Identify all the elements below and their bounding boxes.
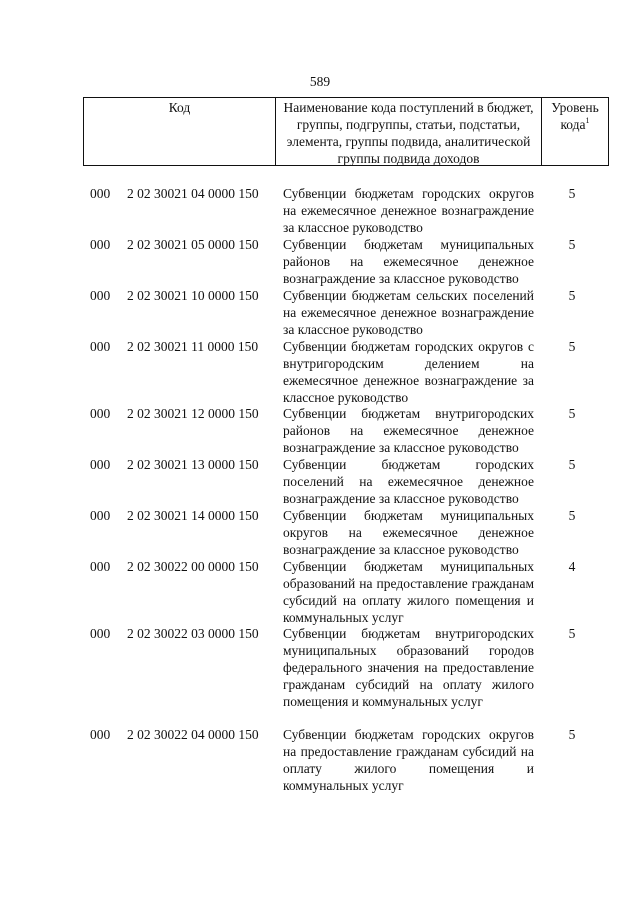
row-level: 5 [568, 727, 576, 742]
row-level: 5 [568, 288, 576, 303]
row-code: 2 02 30022 04 0000 150 [127, 727, 259, 742]
row-code: 2 02 30021 11 0000 150 [127, 339, 259, 354]
row-code: 2 02 30021 05 0000 150 [127, 237, 259, 252]
row-code: 2 02 30021 13 0000 150 [127, 457, 259, 472]
row-level: 5 [568, 186, 576, 201]
row-name: Субвенции бюджетам внутригородских муниципальных образований городов федерального значения на предоставление гражданам субсидий на оплату жилого помещения и коммунальных услуг [283, 626, 534, 709]
header-level-text: Уровень код [551, 100, 599, 132]
row-code: 2 02 30021 12 0000 150 [127, 406, 259, 421]
row-prefix: 000 [90, 288, 111, 303]
page-number: 589 [309, 74, 331, 89]
table-header [83, 97, 609, 166]
row-name: Субвенции бюджетам сельских поселений на ежемесячное денежное вознаграждение за классное руководство [283, 288, 534, 337]
row-level: 5 [568, 626, 576, 641]
footnote-marker: 1 [585, 116, 590, 125]
row-level: 5 [568, 508, 576, 523]
header-level-text-suffix: а [579, 117, 586, 132]
table-row [0, 287, 640, 338]
row-prefix: 000 [90, 727, 111, 742]
table-row [0, 558, 640, 625]
row-name: Субвенции бюджетам муниципальных районов на ежемесячное денежное вознаграждение за классное руководство [283, 237, 534, 286]
table-row [0, 625, 640, 726]
row-name: Субвенции бюджетам муниципальных округов на ежемесячное денежное вознаграждение за классное руководство [283, 508, 534, 557]
row-code: 2 02 30022 03 0000 150 [127, 626, 259, 641]
table-row [0, 338, 640, 405]
row-code: 2 02 30022 00 0000 150 [127, 559, 259, 574]
row-name: Субвенции бюджетам городских округов на ежемесячное денежное вознаграждение за классное руководство [283, 186, 534, 235]
row-prefix: 000 [90, 186, 111, 201]
row-name: Субвенции бюджетам внутригородских районов на ежемесячное денежное вознаграждение за классное руководство [283, 406, 534, 455]
row-level: 4 [568, 559, 576, 574]
row-code: 2 02 30021 14 0000 150 [127, 508, 259, 523]
row-name: Субвенции бюджетам городских округов на предоставление гражданам субсидий на оплату жилого помещения и коммунальных услуг [283, 727, 534, 793]
row-prefix: 000 [90, 559, 111, 574]
row-prefix: 000 [90, 237, 111, 252]
row-prefix: 000 [90, 406, 111, 421]
header-name: Наименование кода поступлений в бюджет, группы, подгруппы, статьи, подстатьи, элемента, группы подвида, аналитической группы подвида доходов [276, 98, 542, 165]
header-code: Код [84, 98, 276, 165]
table-row [0, 185, 640, 236]
table-row [0, 726, 640, 794]
row-prefix: 000 [90, 626, 111, 641]
row-code: 2 02 30021 10 0000 150 [127, 288, 259, 303]
table-row [0, 456, 640, 507]
row-code: 2 02 30021 04 0000 150 [127, 186, 259, 201]
row-level: 5 [568, 237, 576, 252]
row-level: 5 [568, 406, 576, 421]
row-name: Субвенции бюджетам муниципальных образований на предоставление гражданам субсидий на оплату жилого помещения и коммунальных услуг [283, 559, 534, 625]
table-row [0, 236, 640, 287]
row-name: Субвенции бюджетам городских округов с внутригородским делением на ежемесячное денежное вознаграждение за классное руководство [283, 339, 534, 405]
row-prefix: 000 [90, 339, 111, 354]
table-row [0, 405, 640, 456]
table-row [0, 507, 640, 558]
row-level: 5 [568, 339, 576, 354]
row-name: Субвенции бюджетам городских поселений на ежемесячное денежное вознаграждение за классное руководство [283, 457, 534, 506]
row-prefix: 000 [90, 508, 111, 523]
table-body [0, 185, 640, 794]
row-level: 5 [568, 457, 576, 472]
header-level [542, 98, 608, 166]
row-prefix: 000 [90, 457, 111, 472]
